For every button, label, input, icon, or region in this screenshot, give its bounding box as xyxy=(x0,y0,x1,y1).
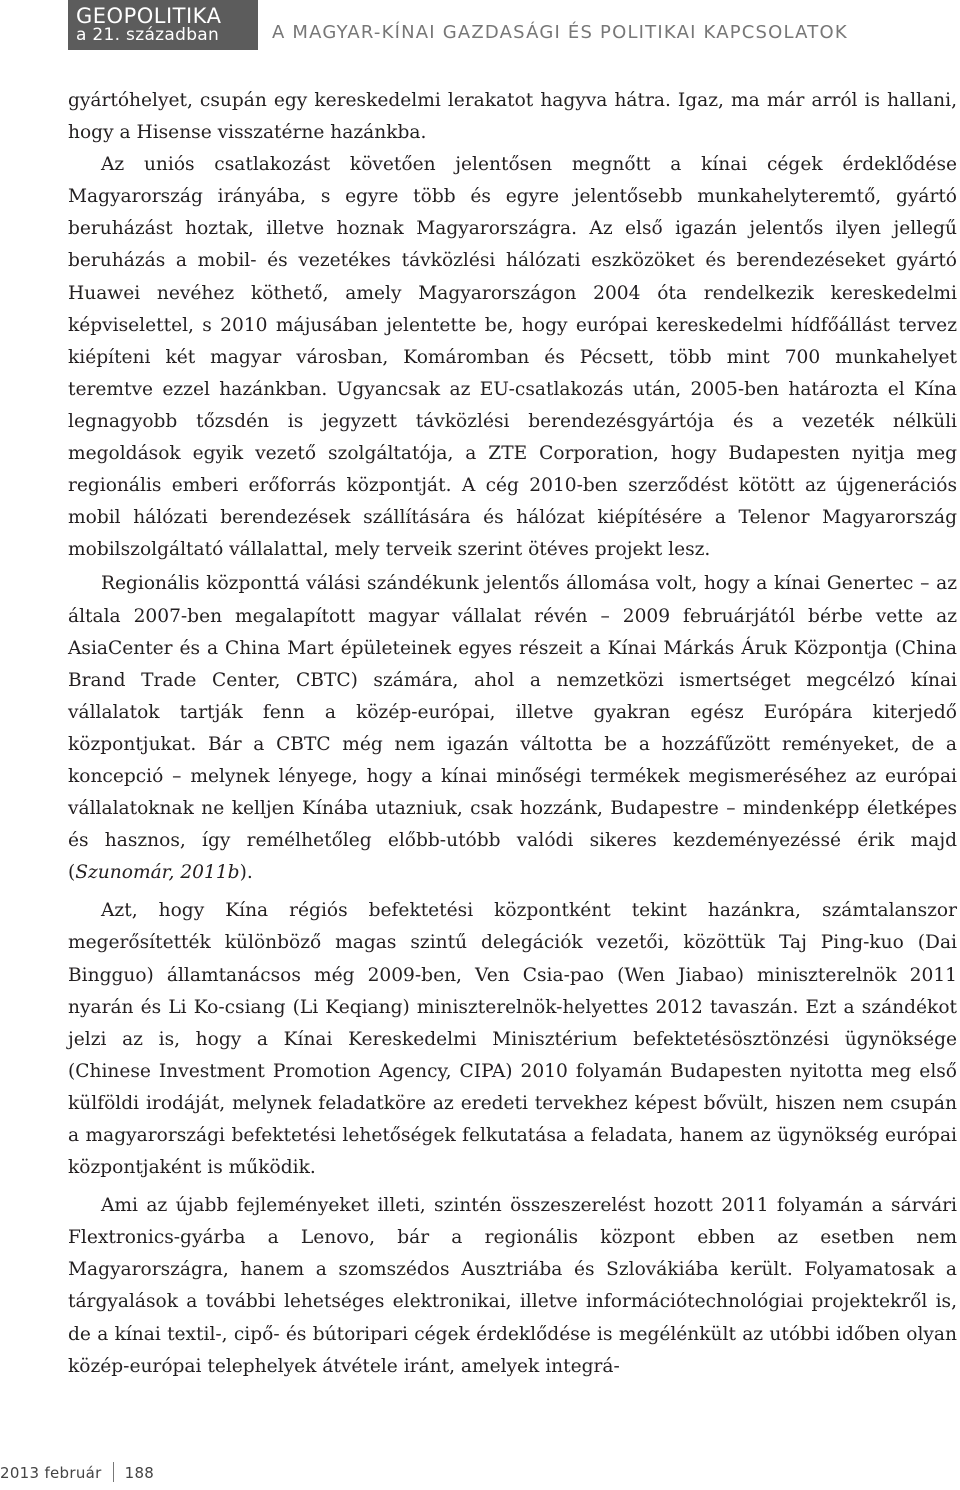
logo-subtitle: a 21. században xyxy=(76,25,220,45)
paragraph-5: Ami az újabb fejleményeket illeti, szintén összeszerelést hozott 2011 folyamán a sárvári Flextronics-gyárba a Lenovo, bár a regionális központ ebben az esetben nem Magyarországra, hanem a szomszédos Ausztriába és Szlovákiába került. Folyamatosak a tárgyalások a további lehetséges elektronikai, illetve információtechnológiai projektekről is, de a kínai textil-, cipő- és bútoripari cégek érdeklődése is megélénkült az utóbbi időben olyan közép-európai telephelyek átvétele iránt, amelyek integrá- xyxy=(68,1195,957,1377)
article-body xyxy=(68,85,957,1383)
paragraph-4: Azt, hogy Kína régiós befektetési központként tekint hazánkra, számtalanszor megerősítették különböző magas szintű delegációk vezetői, közöttük Taj Ping-kuo (Dai Bingguo) államtanácsos még 2009-ben, Ven Csia-pao (Wen Jiabao) miniszterelnök 2011 nyarán és Li Ko-csiang (Li Keqiang) miniszterelnök-helyettes 2012 tavaszán. Ezt a szándékot jelzi az is, hogy a Kínai Kereskedelmi Minisztérium befektetésösztönzési ügynöksége (Chinese Investment Promotion Agency, CIPA) 2010 folyamán Budapesten nyitotta meg első külföldi irodáját, melynek feladatköre az eredeti tervekhez képest bővült, hiszen nem csupán a magyarországi befektetési lehetőségek felkutatása a feladata, hanem az ügynökség európai központjaként is működik. xyxy=(68,900,957,1179)
paragraph-3 xyxy=(68,568,957,889)
journal-logo xyxy=(68,0,258,50)
page-footer xyxy=(0,1462,154,1482)
page-header xyxy=(0,0,960,52)
citation-tail: ). xyxy=(239,862,253,884)
issue-date: 2013 február xyxy=(0,1464,102,1482)
page-number: 188 xyxy=(124,1464,155,1482)
citation: Szunomár, 2011b xyxy=(75,862,240,884)
paragraph-1: gyártóhelyet, csupán egy kereskedelmi lerakatot hagyva hátra. Igaz, ma már arról is hallani, hogy a Hisense visszatérne hazánkba. xyxy=(68,90,957,144)
paragraph-3-text: Regionális központtá válási szándékunk jelentős állomása volt, hogy a kínai Genertec – az általa 2007-ben megalapított magyar vállalat révén – 2009 februárjától bérbe vette az AsiaCenter és a China Mart épületeinek egyes részeit a Kínai Márkás Áruk Központja (China Brand Trade Center, CBTC) számára, ahol a nemzetközi ismertséget megcélzó kínai vállalatok tartják fenn a közép-európai, illetve gyakran egész Európára kiterjedő központjukat. Bár a CBTC még nem igazán váltotta be a hozzáfűzött reményeket, de a koncepció – melynek lényege, hogy a kínai minőségi termékek megismeréséhez az európai vállalatoknak ne kelljen Kínába utazniuk, csak hozzánk, Budapestre – mindenképp életképes és hasznos, így remélhetőleg előbb-utóbb valódi sikeres kezdeményezéssé érik majd ( xyxy=(68,573,957,884)
logo-title: GEOPOLITIKA xyxy=(76,4,222,28)
footer-divider xyxy=(113,1462,114,1482)
paragraph-2: Az uniós csatlakozást követően jelentősen megnőtt a kínai cégek érdeklődése Magyarország irányába, s egyre több és egyre jelentősebb munkahelyteremtő, gyártó beruházást hoztak, illetve hoznak Magyarországra. Az első igazán jelentős ilyen jellegű beruházás a mobil- és vezetékes távközlési hálózati eszközöket és berendezéseket gyártó Huawei nevéhez köthető, amely Magyarországon 2004 óta rendelkezik kereskedelmi képviselettel, s 2010 májusában jelentette be, hogy európai kereskedelmi hídfőállást tervez kiépíteni két magyar városban, Komáromban és Pécsett, több mint 700 munkahelyet teremtve ezzel hazánkban. Ugyancsak az EU-csatlakozás után, 2005-ben határozta el Kína legnagyobb tőzsdén is jegyzett távközlési berendezésgyártója és a vezeték nélküli megoldások egyik vezető szolgáltatója, a ZTE Corporation, hogy Budapesten nyitja meg regionális emberi erőforrás központját. A cég 2010-ben szerződést kötött az újgenerációs mobil hálózati berendezések szállítására és hálózat kiépítésére a Telenor Magyarország mobilszolgáltató vállalattal, mely terveik szerint ötéves projekt lesz. xyxy=(68,154,957,561)
running-title: A MAGYAR-KÍNAI GAZDASÁGI ÉS POLITIKAI KAPCSOLATOK xyxy=(272,22,848,43)
